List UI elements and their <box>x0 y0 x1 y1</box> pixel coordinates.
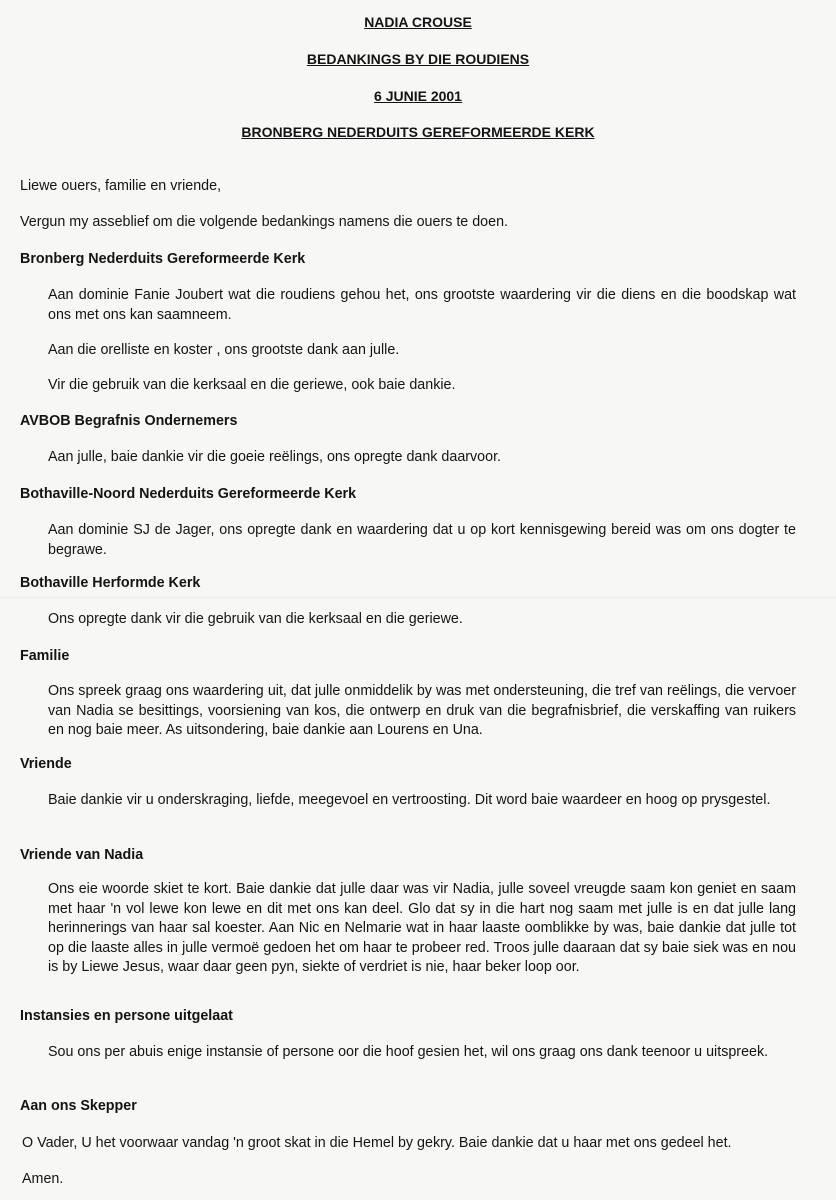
section-paragraph: Ons spreek graag ons waardering uit, dat julle onmiddelik by was met ondersteuning, die tref van reëlings, die vervoer van Nadia se besittings, voorsiening van kos, die ontwerp en druk van die begrafnisbrief, die verskaffing van ruikers en nog baie meer. As uitsondering, baie dankie aan Lourens en Una. <box>48 683 796 738</box>
heading-name: NADIA CROUSE <box>364 14 472 30</box>
section-title: Bothaville Herformde Kerk <box>20 575 201 591</box>
section-paragraph: Aan julle, baie dankie vir die goeie reëlings, ons opregte dank daarvoor. <box>48 449 502 465</box>
closing-amen: Amen. <box>22 1171 64 1187</box>
heading-subtitle: BEDANKINGS BY DIE ROUDIENS <box>306 51 530 67</box>
section-title: Familie <box>20 648 70 664</box>
heading-date: 6 JUNIE 2001 <box>374 88 462 104</box>
section-title: Vriende <box>20 756 72 772</box>
section-title: Bothaville-Noord Nederduits Gereformeerde Kerk <box>20 486 357 502</box>
section-title: AVBOB Begrafnis Ondernemers <box>20 413 238 429</box>
section-paragraph: Aan dominie Fanie Joubert wat die roudiens gehou het, ons grootste waardering vir die diens en die boodskap wat ons met ons kan saamneem. <box>48 287 796 323</box>
section-title: Instansies en persone uitgelaat <box>20 1008 233 1024</box>
section-paragraph: Aan dominie SJ de Jager, ons opregte dank en waardering dat u op kort kennisgewing bereid was om ons dogter te begrawe. <box>48 522 796 558</box>
section-paragraph: Aan die orelliste en koster , ons grootste dank aan julle. <box>48 342 400 358</box>
paper-fold-line <box>0 597 836 599</box>
section-paragraph: O Vader, U het voorwaar vandag 'n groot skat in die Hemel by gekry. Baie dankie dat u haar met ons gedeel het. <box>22 1135 732 1151</box>
section-title: Aan ons Skepper <box>20 1098 137 1114</box>
section-paragraph: Sou ons per abuis enige instansie of persone oor die hoof gesien het, wil ons graag ons dank teenoor u uitspreek. <box>48 1044 769 1060</box>
section-title: Bronberg Nederduits Gereformeerde Kerk <box>20 251 306 267</box>
section-paragraph: Ons eie woorde skiet te kort. Baie dankie dat julle daar was vir Nadia, julle soveel vreugde saam kon geniet en saam met haar 'n vol lewe kon lewe en dit met ons kan deel. Glo dat sy in die hart nog saam met julle is en dat julle lang herinnerings van haar sal koester. Aan Nic en Nelmarie wat in haar laaste oomblikke by was, baie dankie dat julle tot op die laaste alles in julle vermoë gedoen het om haar te probeer red. Troos julle daaraan dat sy baie siek was en nou is by Liewe Jesus, waar daar geen pyn, siekte of verdriet is nie, haar beker loop oor. <box>48 881 796 975</box>
heading-church: BRONBERG NEDERDUITS GEREFORMEERDE KERK <box>241 124 595 140</box>
intro: Vergun my asseblief om die volgende bedankings namens die ouers te doen. <box>20 214 508 230</box>
section-title: Vriende van Nadia <box>20 847 144 863</box>
section-paragraph: Ons opregte dank vir die gebruik van die kerksaal en die geriewe. <box>48 611 463 627</box>
greeting: Liewe ouers, familie en vriende, <box>20 178 222 194</box>
section-paragraph: Baie dankie vir u onderskraging, liefde, meegevoel en vertroosting. Dit word baie waardeer en hoog op prysgestel. <box>48 792 771 808</box>
section-paragraph: Vir die gebruik van die kerksaal en die geriewe, ook baie dankie. <box>48 377 456 393</box>
